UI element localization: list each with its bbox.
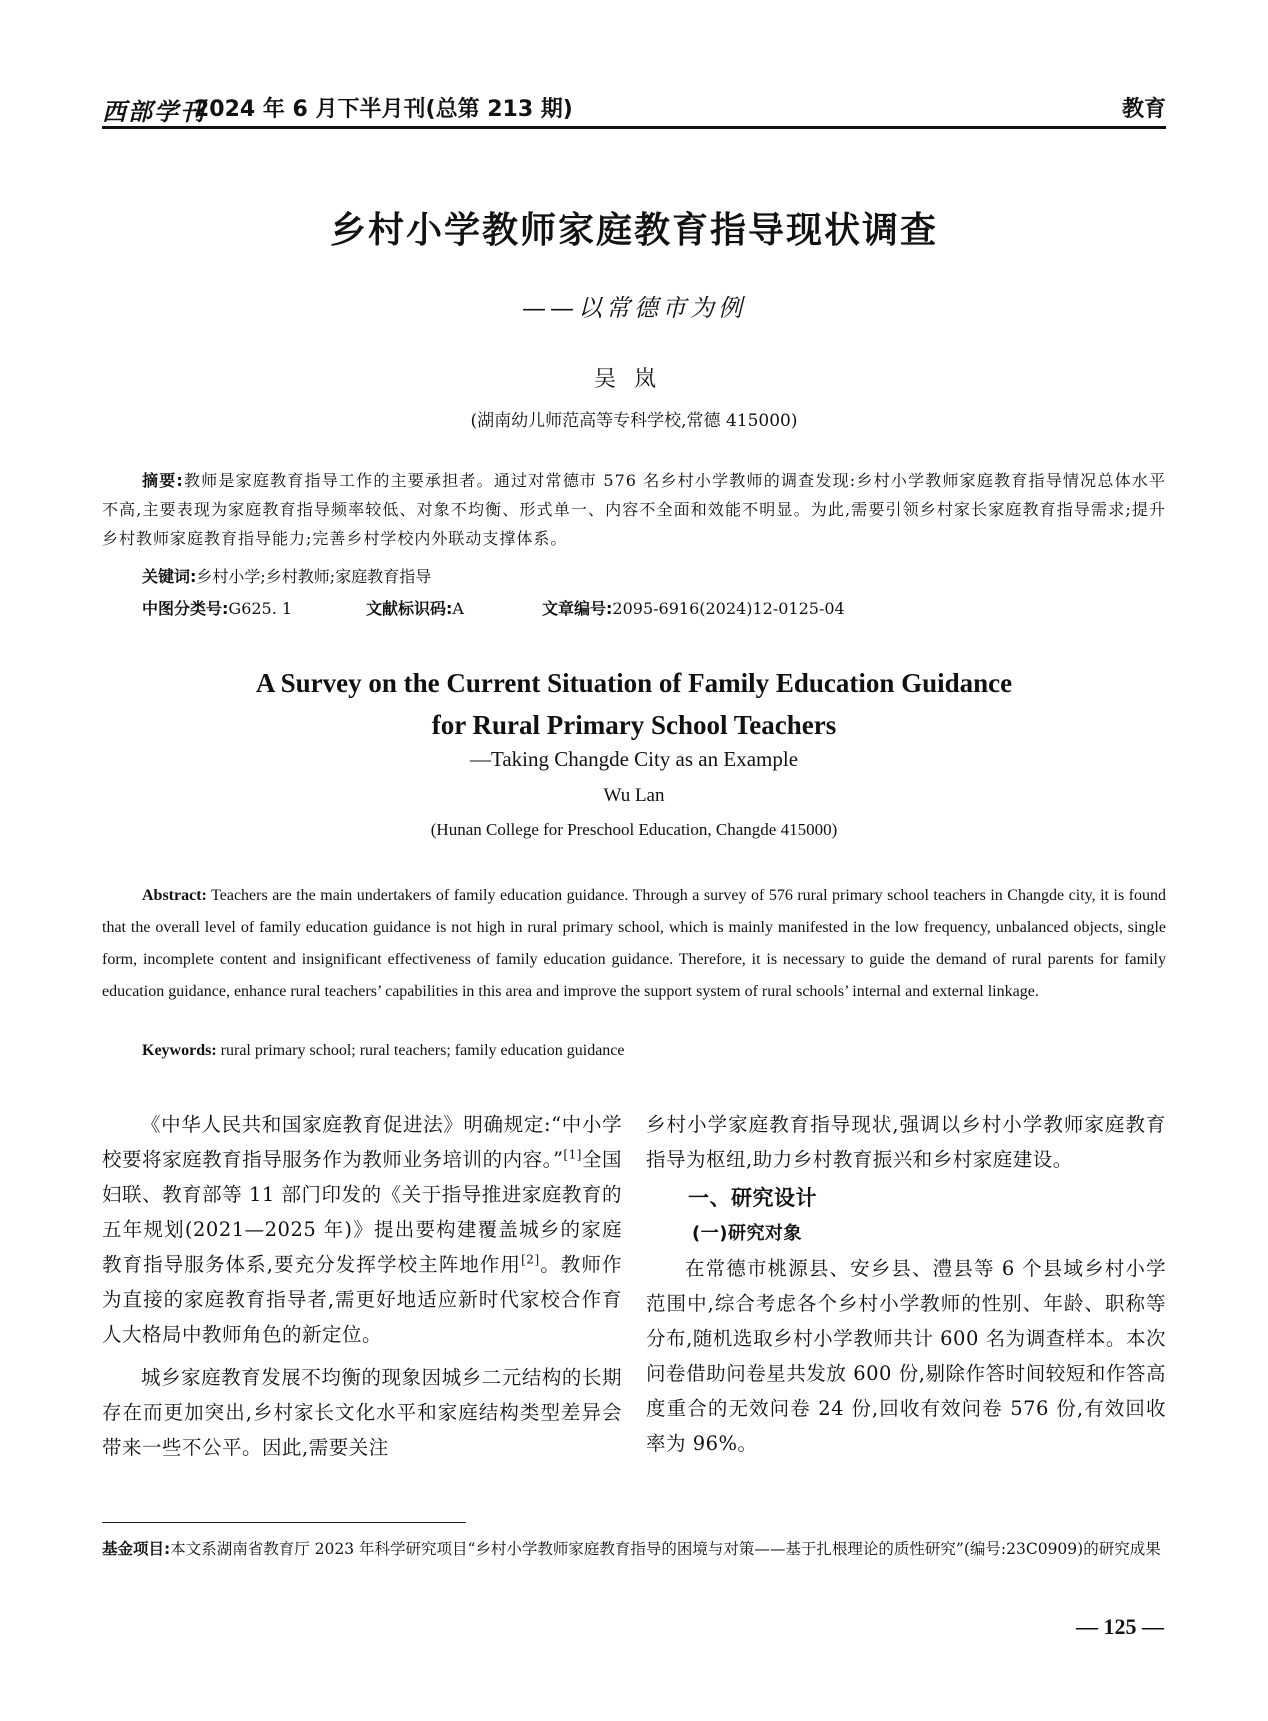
keywords-zh: [142, 564, 431, 587]
article-code: [542, 596, 845, 619]
body-text: 《中华人民共和国家庭教育促进法》明确规定:“中小学校要将家庭教育指导服务作为教师业务培训的内容。”: [102, 1113, 622, 1171]
footnote: [102, 1534, 1166, 1564]
title-en: [0, 662, 1268, 746]
journal-logo: 西部学刊: [102, 97, 206, 126]
section-name: 教育: [1121, 97, 1166, 122]
issue-info: 2024 年 6 月下半月刊(总第 213 期): [194, 97, 573, 122]
clc-label: 中图分类号:: [142, 599, 229, 618]
body-column-right: [646, 1107, 1166, 1461]
subsection-heading: (一)研究对象: [692, 1223, 802, 1244]
article-value: 2095-6916(2024)12-0125-04: [612, 599, 845, 618]
keywords-zh-text: 乡村小学;乡村教师;家庭教育指导: [196, 567, 432, 586]
body-paragraph: 城乡家庭教育发展不均衡的现象因城乡二元结构的长期存在而更加突出,乡村家长文化水平和家庭结构类型差异会带来一些不公平。因此,需要关注: [102, 1366, 622, 1459]
title-en-line2: for Rural Primary School Teachers: [431, 710, 837, 740]
keywords-en: [142, 1042, 625, 1060]
body-column-left: [102, 1107, 622, 1465]
doc-value: A: [452, 599, 464, 618]
keywords-en-text: rural primary school; rural teachers; family education guidance: [216, 1042, 625, 1059]
clc-value: G625. 1: [228, 599, 293, 618]
citation-ref: [1]: [563, 1147, 582, 1162]
doc-code: [366, 596, 464, 619]
footnote-text: 本文系湖南省教育厅 2023 年科学研究项目“乡村小学教师家庭教育指导的困境与对策——基于扎根理论的质性研究”(编号:23C0909)的研究成果: [170, 1540, 1161, 1558]
body-paragraph: 在常德市桃源县、安乡县、澧县等 6 个县域乡村小学范围中,综合考虑各个乡村小学教师的性别、年龄、职称等分布,随机选取乡村小学教师共计 600 名为调查样本。本次问卷借助问卷星共发放 600 份,剔除作答时间较短和作答高度重合的无效问卷 24 份,回收有效问卷 576 份,有效回收率为 96%。: [646, 1257, 1166, 1455]
citation-ref: [2]: [521, 1252, 540, 1267]
body-paragraph: [102, 1107, 622, 1352]
abstract-zh: [102, 466, 1166, 553]
doc-label: 文献标识码:: [366, 599, 453, 618]
author-zh: 吴岚: [593, 367, 674, 392]
article-label: 文章编号:: [542, 599, 613, 618]
keywords-en-label: Keywords:: [142, 1042, 217, 1059]
section-heading: 一、研究设计: [688, 1186, 817, 1210]
abstract-zh-label: 摘要:: [142, 471, 184, 490]
title-en-line1: A Survey on the Current Situation of Family Education Guidance: [255, 668, 1013, 698]
clc-code: [142, 596, 292, 619]
footnote-rule: [102, 1522, 466, 1523]
page-number: — 125 —: [1076, 1614, 1164, 1639]
abstract-en: [102, 880, 1166, 1008]
header-rule: [102, 126, 1166, 129]
abstract-en-label: Abstract:: [142, 887, 207, 904]
body-text: 。教师作为直接的家庭教育指导者,需更好地适应新时代家校合作育人大格局中教师角色的新定位。: [102, 1253, 622, 1346]
affiliation-en: (Hunan College for Preschool Education, Changde 415000): [430, 820, 838, 839]
title-zh: 乡村小学教师家庭教育指导现状调查: [329, 210, 938, 251]
subtitle-zh: ——以常德市为例: [522, 294, 746, 322]
footnote-label: 基金项目:: [102, 1540, 171, 1558]
abstract-zh-text: 教师是家庭教育指导工作的主要承担者。通过对常德市 576 名乡村小学教师的调查发现:乡村小学教师家庭教育指导情况总体水平不高,主要表现为家庭教育指导频率较低、对象不均衡、形式单一、内容不全面和效能不明显。为此,需要引领乡村家长家庭教育指导需求;提升乡村教师家庭教育指导能力;完善乡村学校内外联动支撑体系。: [102, 471, 1166, 548]
abstract-en-text: Teachers are the main undertakers of family education guidance. Through a survey of 576 rural primary school teachers in Changde city, it is found that the overall level of family education guidance is not high in rural primary school, which is mainly manifested in the low frequency, unbalanced objects, single form, incomplete content and insignificant effectiveness of family education guidance. Therefore, it is necessary to guide the demand of rural parents for family education guidance, enhance rural teachers’ capabilities in this area and improve the support system of rural schools’ internal and external linkage.: [102, 887, 1166, 1000]
affiliation-zh: (湖南幼儿师范高等专科学校,常德 415000): [470, 411, 798, 431]
body-paragraph: 乡村小学家庭教育指导现状,强调以乡村小学教师家庭教育指导为枢纽,助力乡村教育振兴和乡村家庭建设。: [646, 1113, 1166, 1171]
author-en: Wu Lan: [603, 785, 665, 806]
body-text: 全国妇联、教育部等 11 部门印发的《关于指导推进家庭教育的五年规划(2021—2025 年)》提出要构建覆盖城乡的家庭教育指导服务体系,要充分发挥学校主阵地作用: [102, 1148, 622, 1276]
keywords-zh-label: 关键词:: [142, 567, 197, 586]
subtitle-en: —Taking Changde City as an Example: [469, 747, 799, 771]
running-header: [102, 92, 1166, 124]
